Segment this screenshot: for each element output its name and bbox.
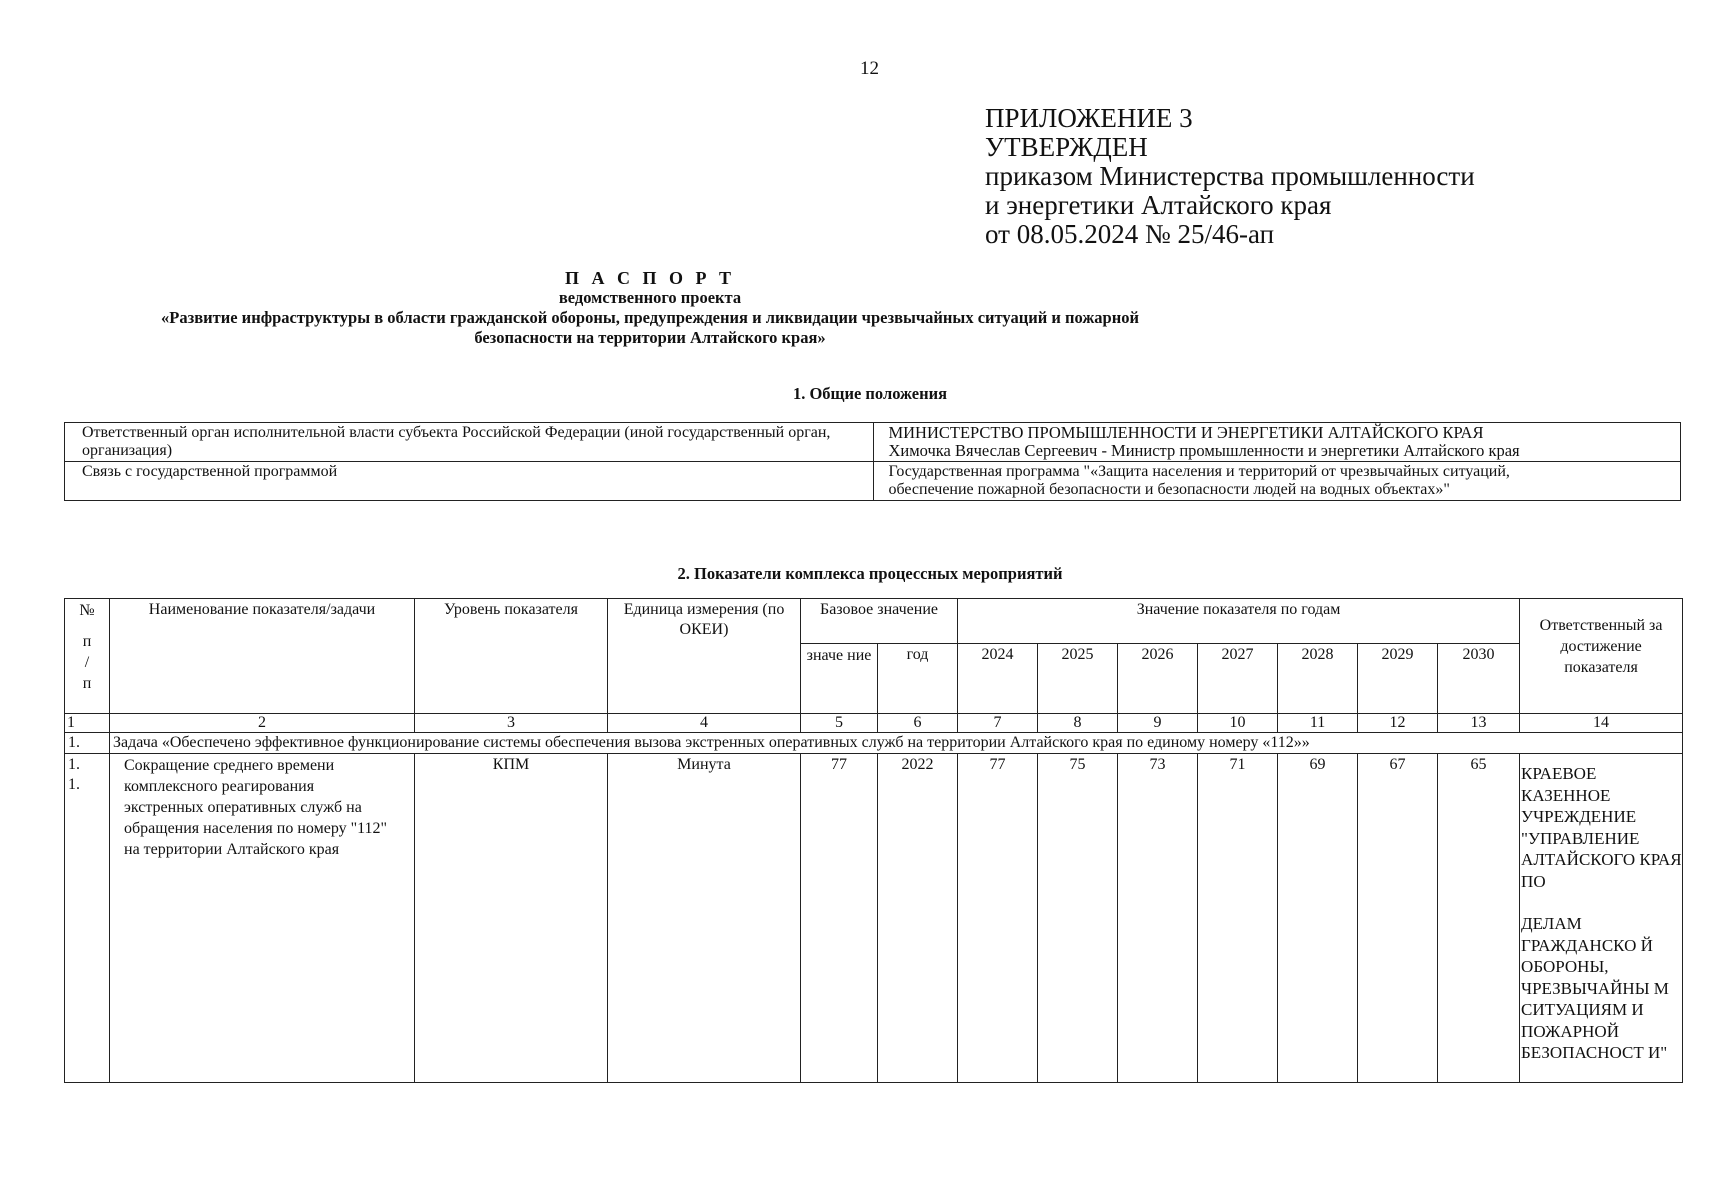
header-num-slash: / [84,654,90,671]
header-responsible: Ответственный за достижение показателя [1520,599,1683,714]
approval-order-date: от 08.05.2024 № 25/46-ап [985,219,1275,249]
value-2024: 77 [958,754,1038,1083]
responsible-body-value [874,423,1681,462]
header-year-2027: 2027 [1198,644,1278,714]
header-year-2024: 2024 [958,644,1038,714]
base-value: 77 [801,754,878,1083]
approval-appendix: ПРИЛОЖЕНИЕ 3 [985,103,1193,133]
general-provisions-table [64,422,1681,501]
approval-block [985,104,1475,249]
column-number: 2 [110,714,415,733]
task-text: Задача «Обеспечено эффективное функционирование системы обеспечения вызова экстренных оперативных служб на территории Алтайского края по единому номеру «112»» [110,733,1683,754]
approval-order-line1: приказом Министерства промышленности [985,161,1475,191]
column-number: 9 [1118,714,1198,733]
responsible-person: Химочка Вячеслав Сергеевич - Министр промышленности и энергетики Алтайского края [888,441,1520,460]
header-level: Уровень показателя [415,599,608,714]
program-name-line1: Государственная программа "«Защита населения и территорий от чрезвычайных ситуаций, [888,463,1510,480]
base-year: 2022 [878,754,958,1083]
header-num [65,599,110,714]
value-2030: 65 [1438,754,1520,1083]
column-number: 10 [1198,714,1278,733]
column-number: 11 [1278,714,1358,733]
section1-heading: 1. Общие положения [792,384,948,403]
approval-approved: УТВЕРЖДЕН [985,132,1148,162]
column-number: 4 [608,714,801,733]
value-2026: 73 [1118,754,1198,1083]
header-base-year: год [878,644,958,714]
header-year-2030: 2030 [1438,644,1520,714]
project-name-line1: «Развитие инфраструктуры в области гражданской обороны, предупреждения и ликвидации чрезвычайных ситуаций и пожарной [161,308,1139,327]
page-number: 12 [860,58,879,79]
section2-heading: 2. Показатели комплекса процессных мероприятий [677,564,1063,583]
passport-header [0,268,1300,348]
table-row [65,423,1681,462]
header-row [65,599,1683,644]
task-row [65,733,1683,754]
program-link-value [874,462,1681,501]
program-link-label: Связь с государственной программой [65,462,874,501]
column-number: 7 [958,714,1038,733]
passport-title: П А С П О Р Т [564,268,735,288]
program-name-line2: обеспечение пожарной безопасности и безопасности людей на водных объектах»" [888,481,1450,498]
column-number: 12 [1358,714,1438,733]
column-number: 8 [1038,714,1118,733]
indicator-name: Сокращение среднего времени комплексного реагирования экстренных оперативных служб на обращения населения по номеру "112" на территории Алтайского края [110,754,415,1083]
header-base-value: значе ние [801,644,878,714]
row-number [65,754,110,1083]
header-num-symbol: № [79,602,95,619]
header-unit: Единица измерения (по ОКЕИ) [608,599,801,714]
responsible-body-label: Ответственный орган исполнительной власти субъекта Российской Федерации (иной государственный орган, организация) [65,423,874,462]
header-year-2029: 2029 [1358,644,1438,714]
responsible-body-name: МИНИСТЕРСТВО ПРОМЫШЛЕННОСТИ И ЭНЕРГЕТИКИ АЛТАЙСКОГО КРАЯ [888,423,1484,442]
table-row [65,754,1683,1083]
header-year-2025: 2025 [1038,644,1118,714]
column-numbers-row [65,714,1683,733]
value-2025: 75 [1038,754,1118,1083]
table-row [65,462,1681,501]
column-number: 14 [1520,714,1683,733]
responsible-organization [1520,754,1683,1083]
indicator-level: КПМ [415,754,608,1083]
value-2029: 67 [1358,754,1438,1083]
header-name: Наименование показателя/задачи [110,599,415,714]
project-name-line2: безопасности на территории Алтайского края» [474,328,826,347]
approval-order-line2: и энергетики Алтайского края [985,190,1332,220]
indicator-unit: Минута [608,754,801,1083]
header-year-2028: 2028 [1278,644,1358,714]
column-number: 1 [65,714,110,733]
header-num-p2: п [82,675,92,692]
row-number-part1: 1. [68,756,80,773]
column-number: 5 [801,714,878,733]
header-years-group: Значение показателя по годам [958,599,1520,644]
passport-subtitle: ведомственного проекта [558,288,742,307]
column-number: 3 [415,714,608,733]
header-num-p1: п [82,633,92,650]
value-2028: 69 [1278,754,1358,1083]
column-number: 6 [878,714,958,733]
value-2027: 71 [1198,754,1278,1083]
header-base: Базовое значение [801,599,958,644]
task-number: 1. [65,733,110,754]
header-year-2026: 2026 [1118,644,1198,714]
responsible-org-part1: КРАЕВОЕ КАЗЕННОЕ УЧРЕЖДЕНИЕ "УПРАВЛЕНИЕ АЛТАЙСКОГО КРАЯ ПО [1521,764,1682,891]
row-number-part2: 1. [68,776,80,793]
responsible-org-part2: ДЕЛАМ ГРАЖДАНСКО Й ОБОРОНЫ, ЧРЕЗВЫЧАЙНЫ М СИТУАЦИЯМ И ПОЖАРНОЙ БЕЗОПАСНОСТ И" [1521,914,1669,1062]
indicators-table [64,598,1683,1083]
column-number: 13 [1438,714,1520,733]
